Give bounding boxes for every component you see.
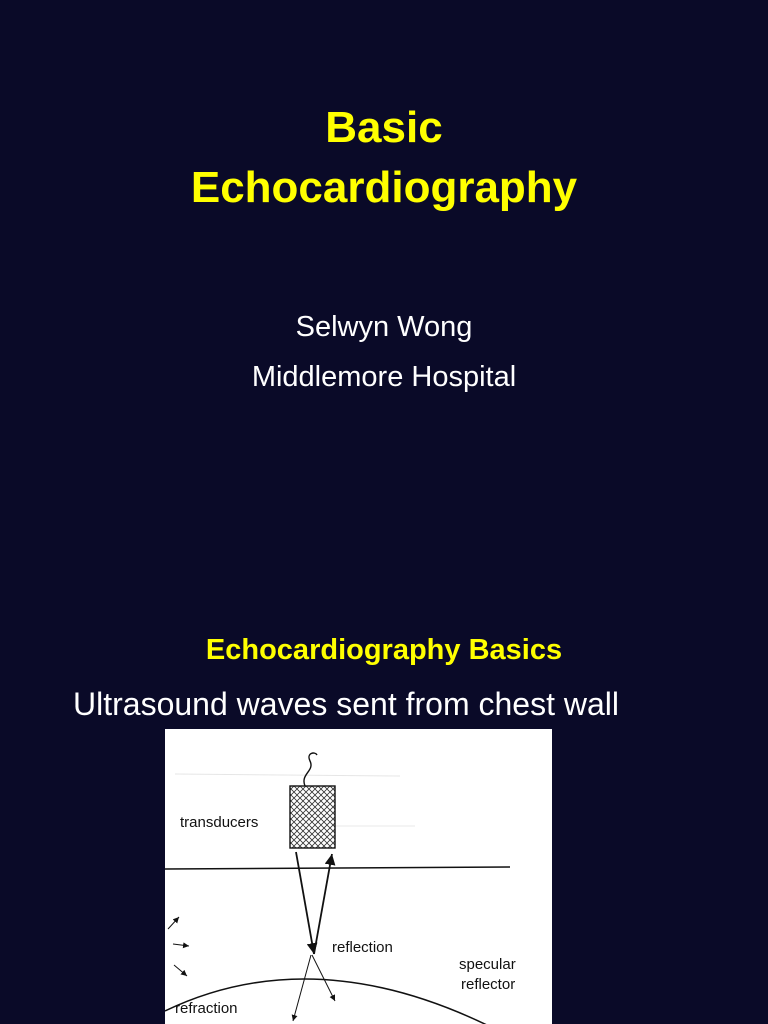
transmitted-arrow — [312, 955, 335, 1001]
ultrasound-diagram-svg — [165, 729, 552, 1024]
transducer-cable — [304, 753, 317, 786]
bullet-text: Ultrasound waves sent from chest wall — [73, 686, 619, 722]
chest-wall-line — [165, 867, 510, 869]
author-institution: Middlemore Hospital — [251, 361, 517, 393]
transmitted-arrow — [293, 955, 311, 1021]
label-reflector: reflector — [461, 976, 516, 993]
section-heading: Echocardiography Basics — [205, 634, 563, 666]
scan-artifact-line — [175, 774, 400, 776]
scatter-arrow — [173, 944, 189, 946]
slide-title-line1: Basic — [325, 103, 443, 152]
author-block — [0, 302, 768, 402]
label-transducers: transducers — [180, 814, 259, 831]
transducer-icon — [290, 786, 335, 848]
label-refraction: refraction — [175, 1000, 238, 1017]
scatter-arrow — [174, 965, 187, 976]
slide-title-line2: Echocardiography — [190, 163, 578, 212]
ultrasound-diagram — [165, 729, 552, 1024]
author-name: Selwyn Wong — [295, 311, 473, 343]
reflected-beam-arrow — [314, 854, 332, 954]
label-specular: specular — [459, 956, 516, 973]
incident-beam-arrow — [296, 852, 314, 954]
slide-title — [0, 98, 768, 218]
label-reflection: reflection — [332, 939, 393, 956]
scatter-arrow — [168, 917, 179, 929]
